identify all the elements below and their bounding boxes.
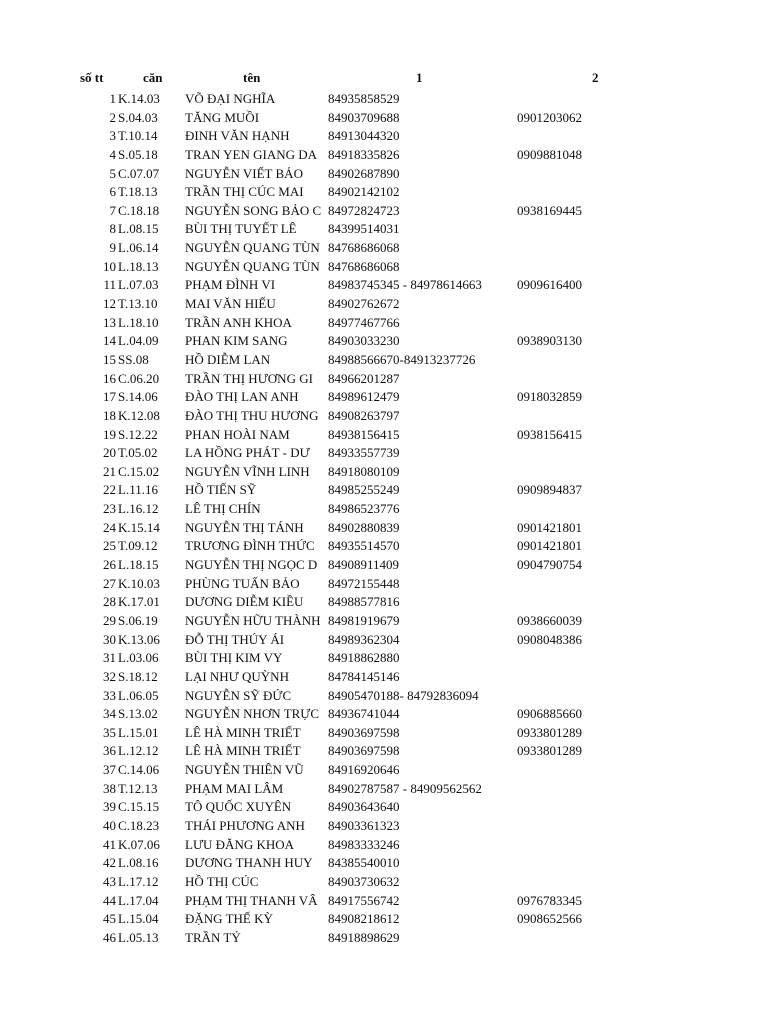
row-number: 27	[103, 575, 116, 591]
apartment-code: S.14.06	[118, 389, 158, 405]
header-stt: số tt	[80, 70, 104, 85]
row-number: 21	[103, 463, 116, 479]
row-number: 25	[103, 538, 116, 554]
phone-1: 84936741044	[328, 706, 400, 722]
resident-name: NGUYỄN VĨNH LINH	[185, 463, 310, 479]
apartment-code: C.14.06	[118, 762, 160, 778]
phone-2: 0976783345	[517, 892, 582, 908]
row-number: 4	[109, 146, 116, 162]
row-number: 18	[103, 407, 116, 423]
phone-1: 84917556742	[328, 892, 400, 908]
resident-name: DƯƠNG THANH HUY	[185, 855, 313, 871]
row-number: 44	[103, 892, 116, 908]
row-number: 1	[109, 91, 116, 106]
phone-2: 0906885660	[517, 706, 582, 722]
phone-1: 84981919679	[328, 612, 400, 628]
table-row	[0, 556, 768, 575]
row-number: 17	[103, 389, 116, 405]
phone-1: 84972824723	[328, 202, 400, 218]
header-phone-2: 2	[592, 70, 599, 85]
phone-1: 84938156415	[328, 426, 400, 442]
resident-name: NGUYỄN HỮU THÀNH	[185, 612, 321, 628]
phone-1: 84908911409	[328, 557, 400, 573]
phone-1: 84918898629	[328, 929, 400, 945]
phone-1: 84989612479	[328, 389, 400, 405]
resident-name: LÊ HÀ MINH TRIẾT	[185, 724, 301, 740]
header-ten: tên	[243, 70, 261, 85]
apartment-code: K.12.08	[118, 407, 160, 423]
row-number: 9	[109, 240, 116, 256]
phone-1: 84918862880	[328, 650, 400, 666]
row-number: 10	[103, 258, 116, 274]
row-number: 39	[103, 799, 116, 815]
phone-2: 0901421801	[517, 519, 582, 535]
apartment-code: L.12.12	[118, 743, 159, 759]
table-row	[0, 798, 768, 817]
table-row	[0, 649, 768, 668]
row-number: 41	[103, 836, 116, 852]
phone-1: 84903033230	[328, 333, 400, 349]
table-row	[0, 817, 768, 836]
row-number: 24	[103, 519, 116, 535]
apartment-code: T.18.13	[118, 184, 158, 200]
resident-name: NGUYỄN QUANG TÙN	[185, 240, 320, 256]
header-phone-1: 1	[416, 70, 423, 85]
table-row	[0, 332, 768, 351]
apartment-code: C.15.02	[118, 463, 160, 479]
resident-name: NGUYỄN SONG BẢO C	[185, 202, 322, 218]
apartment-code: K.14.03	[118, 91, 160, 106]
row-number: 14	[103, 333, 116, 349]
phone-2: 0918032859	[517, 389, 582, 405]
apartment-code: T.13.10	[118, 296, 158, 312]
apartment-code: L.18.10	[118, 314, 159, 330]
apartment-code: T.09.12	[118, 538, 158, 554]
resident-name: THÁI PHƯƠNG ANH	[185, 817, 305, 833]
table-row	[0, 183, 768, 202]
apartment-code: L.15.04	[118, 911, 159, 927]
table-row	[0, 295, 768, 314]
apartment-code: S.13.02	[118, 706, 158, 722]
resident-table-body	[0, 90, 768, 947]
phone-1: 84902787587 - 84909562562	[328, 780, 482, 796]
table-row	[0, 426, 768, 445]
apartment-code: C.06.20	[118, 370, 160, 386]
phone-1: 84988577816	[328, 594, 400, 610]
apartment-code: L.06.14	[118, 240, 159, 256]
apartment-code: S.05.18	[118, 146, 158, 162]
phone-1: 84903697598	[328, 724, 400, 740]
table-row	[0, 836, 768, 855]
phone-1: 84902880839	[328, 519, 400, 535]
apartment-code: S.18.12	[118, 668, 158, 684]
phone-1: 84933557739	[328, 445, 400, 461]
table-row	[0, 407, 768, 426]
apartment-code: K.13.06	[118, 631, 160, 647]
phone-1: 84986523776	[328, 501, 400, 517]
resident-name: HỒ TIẾN SỸ	[185, 482, 257, 498]
apartment-code: L.06.05	[118, 687, 159, 703]
table-row	[0, 761, 768, 780]
apartment-code: S.06.19	[118, 612, 158, 628]
resident-name: HỒ THỊ CÚC	[185, 873, 259, 889]
row-number: 35	[103, 724, 116, 740]
row-number: 42	[103, 855, 116, 871]
row-number: 29	[103, 612, 116, 628]
row-number: 8	[109, 221, 116, 237]
table-row	[0, 314, 768, 333]
phone-1: 84985255249	[328, 482, 400, 498]
table-row	[0, 481, 768, 500]
row-number: 7	[109, 202, 116, 218]
table-row	[0, 127, 768, 146]
resident-name: TRẦN ANH KHOA	[185, 314, 292, 330]
resident-name: ĐỖ THỊ THÚY ÁI	[185, 631, 285, 647]
phone-1: 84903361323	[328, 817, 400, 833]
resident-name: ĐÀO THỊ THU HƯƠNG	[185, 407, 319, 423]
resident-name: LẠI NHƯ QUỲNH	[185, 668, 289, 684]
row-number: 3	[109, 128, 116, 144]
apartment-code: L.11.16	[118, 482, 158, 498]
table-row	[0, 575, 768, 594]
phone-1: 84908218612	[328, 911, 400, 927]
resident-name: PHẠM MAI LÂM	[185, 780, 284, 796]
apartment-code: C.07.07	[118, 165, 160, 181]
row-number: 43	[103, 873, 116, 889]
phone-2: 0933801289	[517, 724, 582, 740]
table-row	[0, 631, 768, 650]
phone-2: 0904790754	[517, 557, 582, 573]
phone-2: 0938660039	[517, 612, 582, 628]
table-row	[0, 724, 768, 743]
apartment-code: L.08.16	[118, 855, 159, 871]
table-row	[0, 705, 768, 724]
phone-1: 84988566670-84913237726	[328, 351, 476, 367]
resident-name: TĂNG MUỒI	[185, 109, 260, 125]
resident-name: LÊ THỊ CHÍN	[185, 501, 261, 517]
table-row	[0, 537, 768, 556]
row-number: 20	[103, 445, 116, 461]
phone-1: 84983333246	[328, 836, 400, 852]
table-row	[0, 780, 768, 799]
table-row	[0, 612, 768, 631]
apartment-code: L.04.09	[118, 333, 159, 349]
row-number: 5	[109, 165, 116, 181]
apartment-code: L.18.15	[118, 557, 159, 573]
row-number: 38	[103, 780, 116, 796]
row-number: 31	[103, 650, 116, 666]
table-row	[0, 929, 768, 948]
resident-name: BÙI THỊ KIM VY	[185, 650, 283, 666]
row-number: 37	[103, 762, 116, 778]
apartment-code: L.16.12	[118, 501, 159, 517]
phone-2: 0938169445	[517, 202, 582, 218]
phone-1: 84768686068	[328, 240, 400, 256]
resident-name: ĐÀO THỊ LAN ANH	[185, 389, 299, 405]
row-number: 34	[103, 706, 116, 722]
resident-name: NGUYỄN SỸ ĐỨC	[185, 687, 292, 703]
table-row	[0, 687, 768, 706]
phone-1: 84918335826	[328, 146, 400, 162]
table-row	[0, 892, 768, 911]
table-row	[0, 370, 768, 389]
apartment-code: C.15.15	[118, 799, 160, 815]
table-row	[0, 463, 768, 482]
phone-2: 0908652566	[517, 911, 582, 927]
phone-1: 84399514031	[328, 221, 400, 237]
row-number: 2	[109, 109, 116, 125]
apartment-code: L.18.13	[118, 258, 159, 274]
row-number: 19	[103, 426, 116, 442]
phone-1: 84903709688	[328, 109, 400, 125]
resident-name: PHẠM THỊ THANH VÂ	[185, 892, 318, 908]
phone-1: 84902762672	[328, 296, 400, 312]
phone-1: 84903730632	[328, 873, 400, 889]
resident-name: ĐẶNG THẾ KỲ	[185, 911, 273, 927]
phone-2: 0938903130	[517, 333, 582, 349]
table-row	[0, 90, 768, 109]
row-number: 16	[103, 370, 116, 386]
table-row	[0, 593, 768, 612]
table-row	[0, 854, 768, 873]
resident-name: NGUYỄN THỊ TÁNH	[185, 519, 304, 535]
header-can: căn	[143, 70, 163, 85]
resident-name: NGUYỄN VIẾT BẢO	[185, 165, 303, 181]
phone-1: 84905470188- 84792836094	[328, 687, 479, 703]
apartment-code: L.17.04	[118, 892, 159, 908]
apartment-code: S.12.22	[118, 426, 158, 442]
resident-name: PHAN KIM SANG	[185, 333, 288, 349]
resident-name: TRAN YEN GIANG DA	[185, 146, 318, 162]
phone-1: 84903697598	[328, 743, 400, 759]
table-row	[0, 668, 768, 687]
phone-1: 84972155448	[328, 575, 400, 591]
apartment-code: K.07.06	[118, 836, 160, 852]
resident-name: TRẦN THỊ CÚC MAI	[185, 184, 304, 200]
row-number: 36	[103, 743, 116, 759]
apartment-code: K.17.01	[118, 594, 160, 610]
phone-2: 0901203062	[517, 109, 582, 125]
table-row	[0, 239, 768, 258]
table-row	[0, 910, 768, 929]
apartment-code: K.15.14	[118, 519, 160, 535]
apartment-code: S.04.03	[118, 109, 158, 125]
apartment-code: L.15.01	[118, 724, 159, 740]
apartment-code: C.18.23	[118, 817, 160, 833]
phone-2: 0933801289	[517, 743, 582, 759]
apartment-code: L.07.03	[118, 277, 159, 293]
phone-1: 84768686068	[328, 258, 400, 274]
resident-name: LƯU ĐĂNG KHOA	[185, 836, 295, 852]
phone-1: 84918080109	[328, 463, 400, 479]
row-number: 30	[103, 631, 116, 647]
resident-name: PHÙNG TUẤN BẢO	[185, 575, 300, 591]
resident-name: TRẦN THỊ HƯƠNG GI	[185, 370, 313, 386]
table-row	[0, 220, 768, 239]
resident-name: LÊ HÀ MINH TRIẾT	[185, 743, 301, 759]
row-number: 6	[109, 184, 116, 200]
resident-name: PHẠM ĐÌNH VI	[185, 277, 276, 293]
apartment-code: K.10.03	[118, 575, 160, 591]
table-row	[0, 444, 768, 463]
table-row	[0, 873, 768, 892]
table-row	[0, 202, 768, 221]
phone-1: 84385540010	[328, 855, 400, 871]
resident-name: TRƯƠNG ĐÌNH THỨC	[185, 538, 315, 554]
resident-name: ĐINH VĂN HẠNH	[185, 128, 290, 144]
apartment-code: C.18.18	[118, 202, 160, 218]
row-number: 28	[103, 594, 116, 610]
phone-1: 84913044320	[328, 128, 400, 144]
phone-2: 0909894837	[517, 482, 582, 498]
phone-1: 84966201287	[328, 370, 400, 386]
apartment-code: L.05.13	[118, 929, 159, 945]
resident-name: NGUYỄN NHƠN TRỰC	[185, 706, 320, 722]
phone-1: 84983745345 - 84978614663	[328, 277, 482, 293]
table-row	[0, 146, 768, 165]
resident-name: MAI VĂN HIẾU	[185, 296, 276, 312]
resident-name: VÕ ĐẠI NGHĨA	[185, 91, 276, 106]
phone-1: 84902142102	[328, 184, 400, 200]
resident-name: NGUYỄN THỊ NGỌC D	[185, 557, 318, 573]
resident-name: BÙI THỊ TUYẾT LÊ	[185, 221, 297, 237]
table-row	[0, 109, 768, 128]
phone-1: 84902687890	[328, 165, 400, 181]
resident-name: LA HỒNG PHÁT - DƯ	[185, 445, 310, 461]
phone-1: 84935858529	[328, 91, 400, 106]
apartment-code: T.12.13	[118, 780, 158, 796]
apartment-code: L.03.06	[118, 650, 159, 666]
row-number: 13	[103, 314, 116, 330]
table-row	[0, 742, 768, 761]
apartment-code: T.05.02	[118, 445, 158, 461]
table-row	[0, 500, 768, 519]
row-number: 40	[103, 817, 116, 833]
row-number: 46	[103, 929, 116, 945]
phone-1: 84977467766	[328, 314, 400, 330]
row-number: 26	[103, 557, 116, 573]
phone-1: 84784145146	[328, 668, 400, 684]
phone-2: 0901421801	[517, 538, 582, 554]
table-row	[0, 276, 768, 295]
table-row	[0, 165, 768, 184]
phone-2: 0908048386	[517, 631, 582, 647]
table-row	[0, 519, 768, 538]
phone-2: 0909616400	[517, 277, 582, 293]
row-number: 15	[103, 351, 116, 367]
table-row	[0, 351, 768, 370]
row-number: 33	[103, 687, 116, 703]
phone-2: 0938156415	[517, 426, 582, 442]
row-number: 45	[103, 911, 116, 927]
row-number: 32	[103, 668, 116, 684]
phone-1: 84989362304	[328, 631, 400, 647]
resident-name: NGUYỄN THIÊN VŨ	[185, 762, 304, 778]
phone-1: 84908263797	[328, 407, 400, 423]
resident-name: TÔ QUỐC XUYÊN	[185, 799, 292, 815]
phone-2: 0909881048	[517, 146, 582, 162]
apartment-code: SS.08	[118, 351, 149, 367]
resident-name: TRẦN TỶ	[185, 929, 241, 945]
row-number: 22	[103, 482, 116, 498]
phone-1: 84903643640	[328, 799, 400, 815]
phone-1: 84916920646	[328, 762, 400, 778]
table-row	[0, 258, 768, 277]
row-number: 11	[103, 277, 116, 293]
row-number: 12	[103, 296, 116, 312]
resident-name: HỒ DIỄM LAN	[185, 351, 271, 367]
table-row	[0, 388, 768, 407]
apartment-code: T.10.14	[118, 128, 158, 144]
row-number: 23	[103, 501, 116, 517]
apartment-code: L.17.12	[118, 873, 159, 889]
apartment-code: L.08.15	[118, 221, 159, 237]
resident-name: NGUYỄN QUANG TÙN	[185, 258, 320, 274]
resident-name: PHAN HOÀI NAM	[185, 426, 290, 442]
phone-1: 84935514570	[328, 538, 400, 554]
resident-name: DƯƠNG DIỄM KIỀU	[185, 594, 304, 610]
